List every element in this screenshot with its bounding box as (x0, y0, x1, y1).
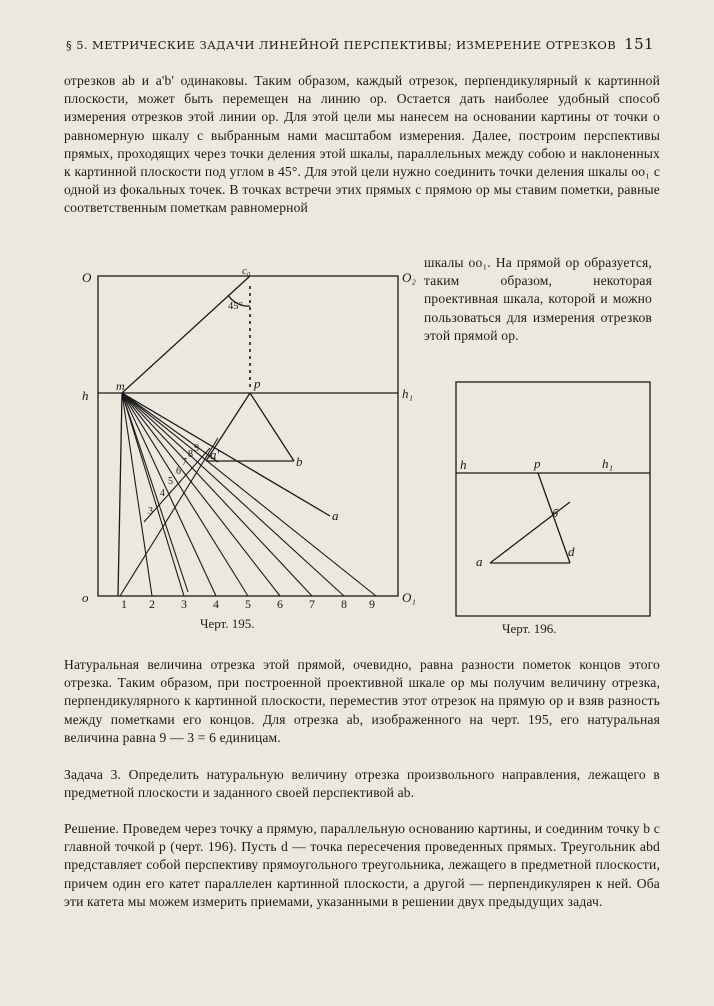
running-header (66, 36, 656, 56)
label-O1: O₁ (402, 590, 416, 605)
label-b: б (552, 506, 559, 520)
scale-number: 5 (245, 597, 251, 611)
label-d: d (568, 544, 575, 559)
label-o-bottom: o (82, 590, 89, 605)
scale-number: 7 (309, 597, 315, 611)
figure-195-caption: Черт. 195. (200, 616, 255, 631)
label-h1: h₁ (402, 386, 414, 401)
label-a-prime: a' (210, 447, 220, 462)
page-number: 151 (624, 35, 654, 53)
proj-mark: 9 (194, 443, 199, 454)
picture-frame (98, 276, 398, 596)
scale-number: 2 (149, 597, 155, 611)
paragraph-1: отрезков ab и a'b' одинаковы. Таким образом, каждый отрезок, перпендикулярный к картинной плоскости, может быть перемещен на линию op. Остается дать наиболее удобный способ измерения отрезков этой линии op. Для этой цели мы нанесем на основании картины от точки o равномерную шкалу с выбранным нами масштабом измерения. Далее, построим перспективы прямых, проходящих через точки деления этой шкалы, параллельных между собою и наклоненных к картинной плоскости под углом в 45°. Для этой цели нужно соединить точки деления шкалы oo₁ с одной из фокальных точек. В точках встречи этих прямых с прямою op мы ставим пометки, равные соответственным пометкам равномерной (64, 73, 660, 216)
figure-195 (78, 262, 424, 614)
label-h: h (460, 457, 467, 472)
diagonal-scale-lines (120, 438, 218, 596)
label-p: p (254, 376, 261, 391)
proj-mark: 3 (148, 506, 153, 517)
line-t-c0 (122, 276, 250, 393)
scale-number: 6 (277, 597, 283, 611)
line-op (118, 393, 122, 596)
proj-mark: 5 (168, 476, 173, 487)
label-b: b (296, 454, 303, 469)
scale-number: 8 (341, 597, 347, 611)
proj-mark: 8 (188, 449, 193, 460)
scale-number: 9 (369, 597, 375, 611)
label-O2: O₂ (402, 270, 416, 285)
paragraph-4: Решение. Проведем через точку a прямую, параллельную основанию картины, и соединим точку b с главной точкой p (черт. 196). Пусть d — точка пересечения проведенных прямых. Треугольник abd представляет собой перспективу прямоугольного треугольника, лежащего в предметной плоскости, причем один его катет параллелен картинной плоскости, а другой — перпендикулярен к ней. Оба эти катета мы можем измерить приемами, указанными в решении двух предыдущих задач. (64, 821, 660, 909)
paragraph-1-continued: шкалы oo₁. На прямой op образуется, таким образом, некоторая проективная шкала, которой и можно пользоваться для измерения отрезков этой прямой op. (424, 255, 652, 343)
line-p-b (250, 393, 294, 461)
label-h: h (82, 388, 89, 403)
label-p: p (534, 456, 541, 471)
label-angle: 45° (228, 301, 243, 312)
label-a: a (332, 508, 339, 523)
paragraph-2: Натуральная величина отрезка этой прямой, очевидно, равна разности пометок концов этого отрезка. Таким образом, при построенной проективной шкале op мы получим величину отрезка, перпендикулярного к картинной плоскости, переместив этот отрезок на прямую op и взяв разность между пометками его концов. Для отрезка ab, изображенного на черт. 195, его натуральная величина равна 9 — 3 = 6 единицам. (64, 657, 660, 745)
proj-mark: 4 (160, 488, 165, 499)
scale-number: 1 (121, 597, 127, 611)
label-O-top: O (82, 270, 92, 285)
scale-numbers (121, 597, 375, 611)
figure-196-caption: Черт. 196. (502, 621, 557, 636)
label-a: a (476, 554, 483, 569)
label-h1: h₁ (602, 456, 614, 471)
scale-number: 4 (213, 597, 219, 611)
proj-mark: 6 (176, 466, 181, 477)
label-c0: c₀ (242, 265, 251, 277)
label-t: т (116, 379, 125, 393)
picture-frame (456, 382, 650, 616)
figure-196 (446, 376, 666, 622)
scale-number: 3 (181, 597, 187, 611)
proj-mark: 7 (182, 457, 187, 468)
section-title: § 5. МЕТРИЧЕСКИЕ ЗАДАЧИ ЛИНЕЙНОЙ ПЕРСПЕКТИВЫ; ИЗМЕРЕНИЕ ОТРЕЗКОВ (66, 38, 617, 52)
paragraph-3: Задача 3. Определить натуральную величину отрезка произвольного направления, лежащего в предметной плоскости и заданного своей перспективой ab. (64, 767, 660, 801)
